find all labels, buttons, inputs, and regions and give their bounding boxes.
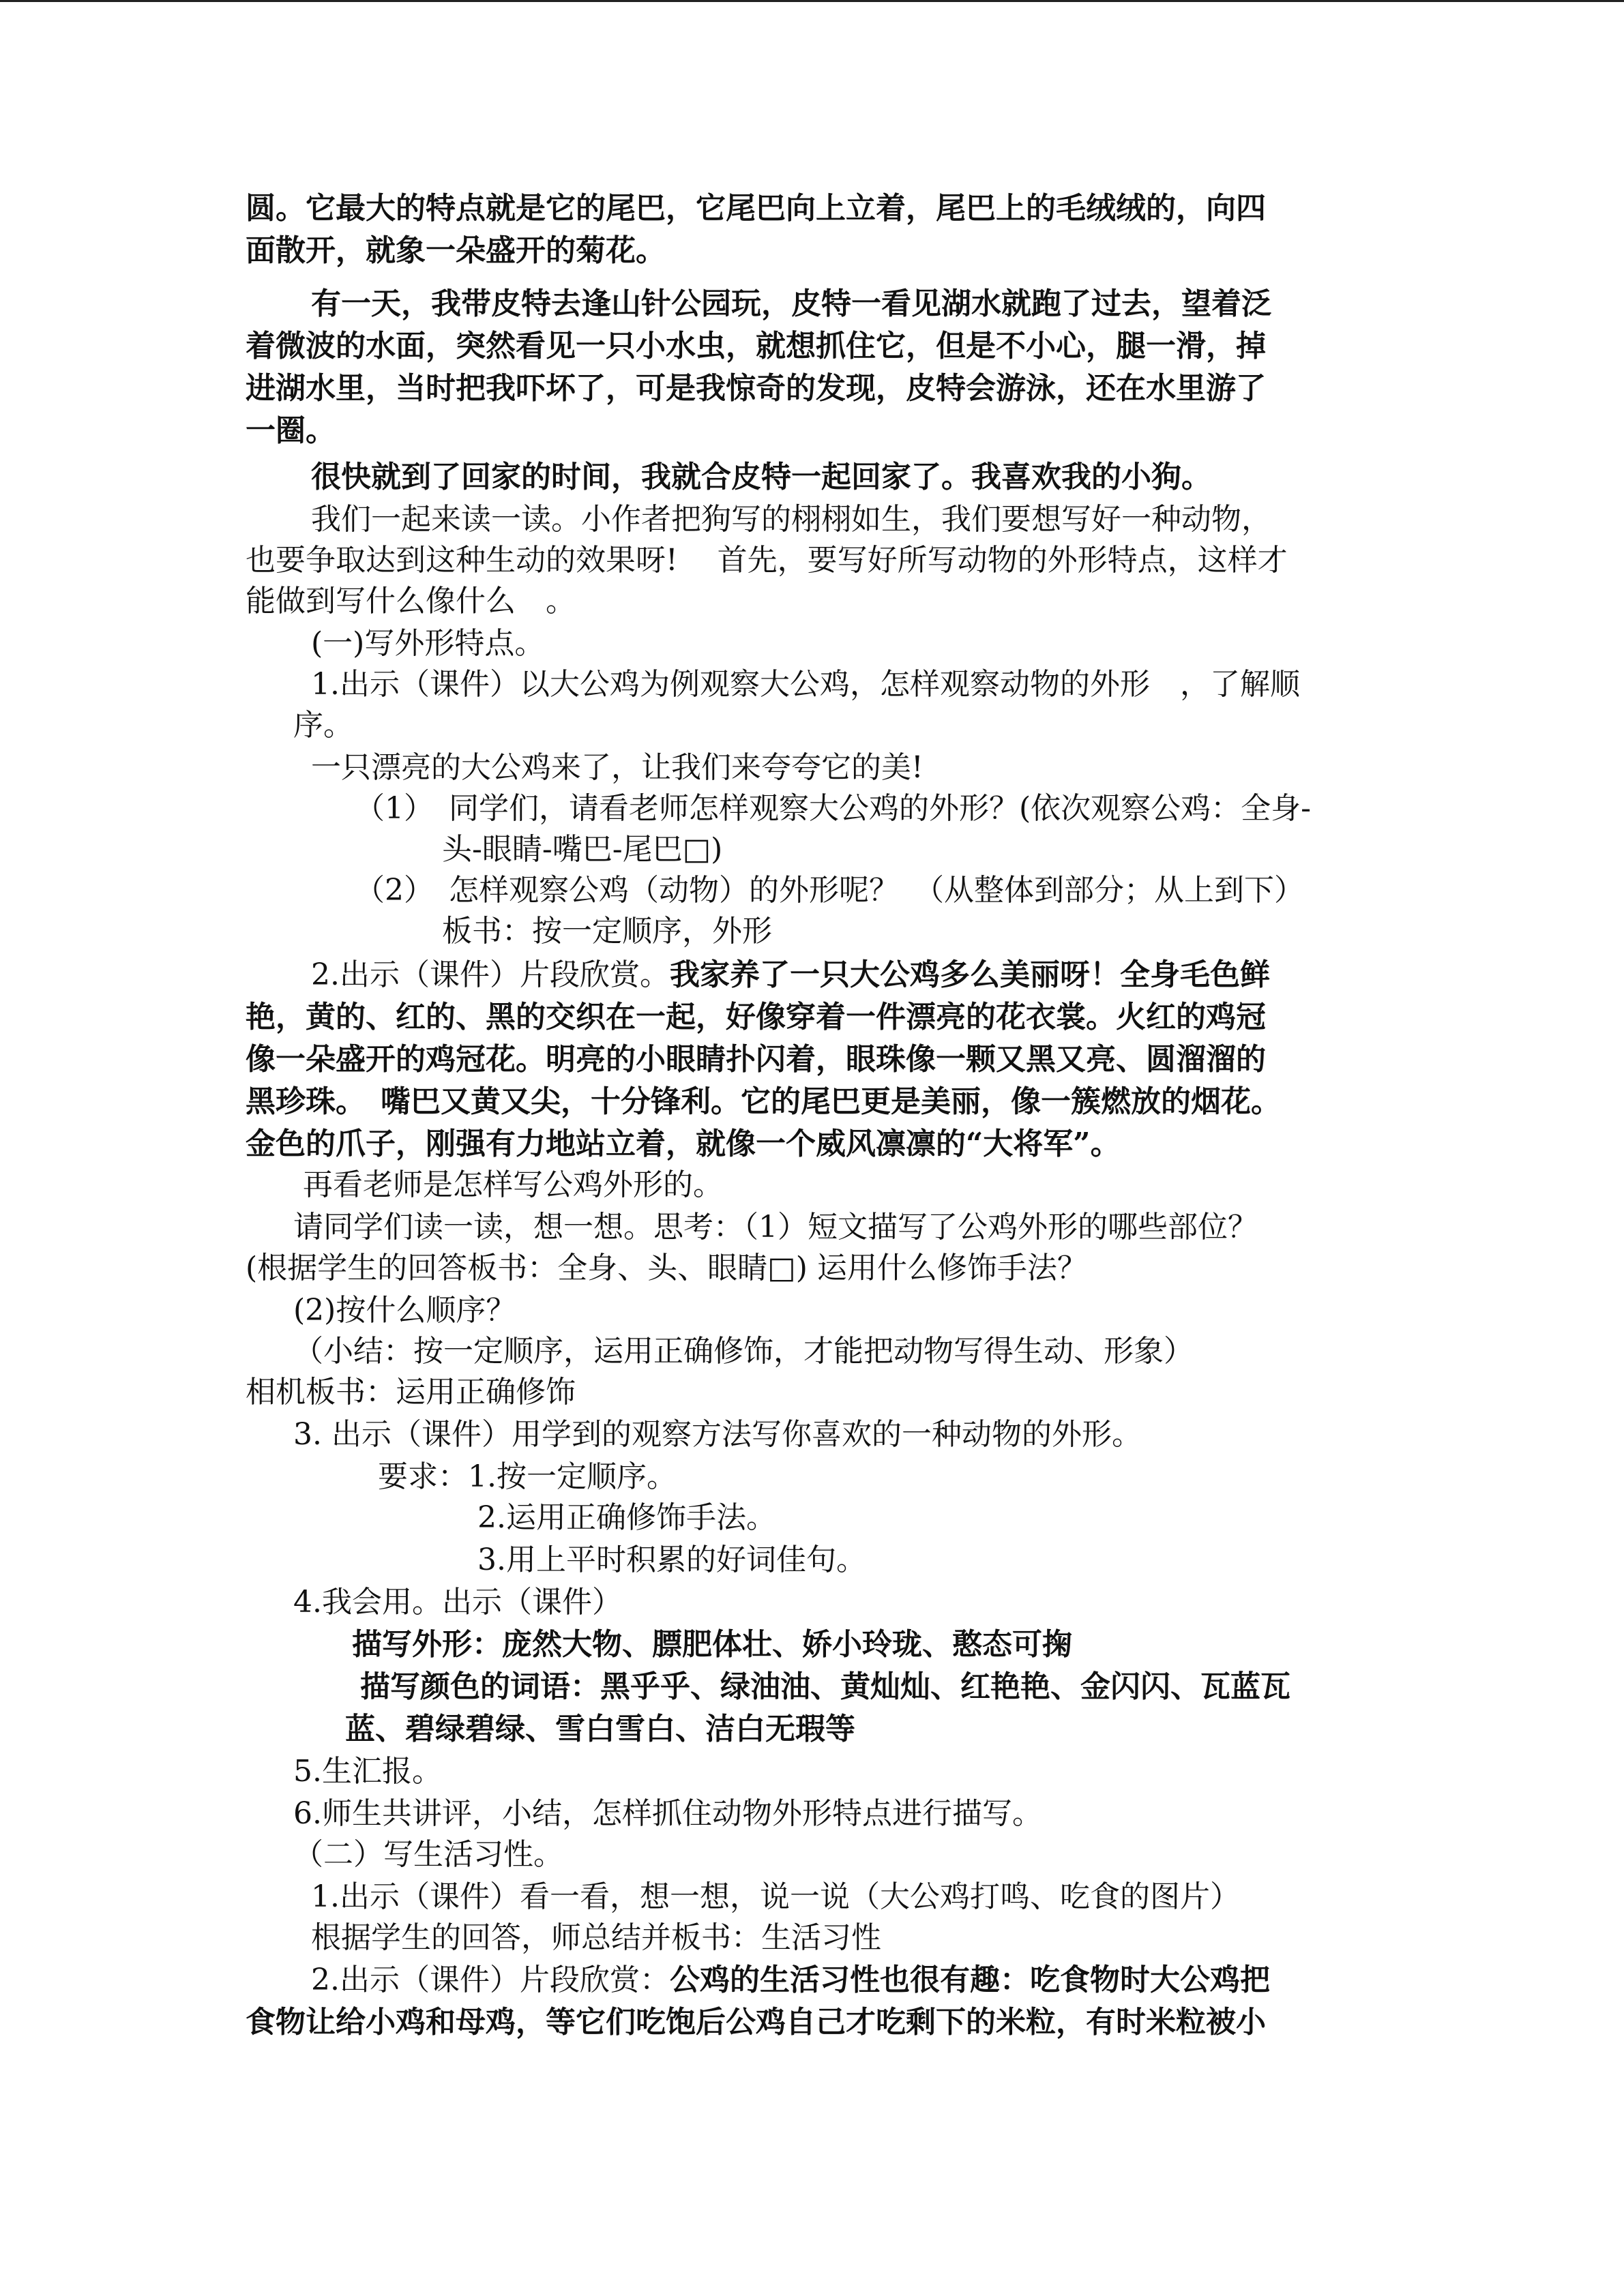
text-span-bold: 我家养了一只大公鸡多么美丽呀！全身毛色鲜 [669,957,1270,992]
text-line: 再看老师是怎样写公鸡外形的。 [303,1167,723,1202]
text-line: 序。 [293,708,353,743]
text-line: 请同学们读一读，想一想。思考：（1）短文描写了公鸡外形的哪些部位？ [293,1210,1258,1244]
text-line: 3. 出示（课件）用学到的观察方法写你喜欢的一种动物的外形。 [293,1417,1142,1452]
section-heading: （二）写生活习性。 [293,1837,563,1872]
text-line: 根据学生的回答，师总结并板书：生活习性 [311,1920,881,1955]
text-line: 艳，黄的、红的、黑的交织在一起，好像穿着一件漂亮的花衣裳。火红的鸡冠 [246,1000,1266,1034]
list-item: （2） 怎样观察公鸡（动物）的外形呢？ （从整体到部分；从上到下） [355,873,1304,908]
text-line: 5.生汇报。 [293,1754,442,1789]
text-line: 食物让给小鸡和母鸡，等它们吃饱后公鸡自己才吃剩下的米粒，有时米粒被小 [246,2005,1266,2040]
text-line: 黑珍珠。 嘴巴又黄又尖，十分锋利。它的尾巴更是美丽，像一簇燃放的烟花。 [246,1084,1281,1119]
text-line: 板书：按一定顺序，外形 [442,914,772,949]
text-line: (根据学生的回答板书：全身、头、眼睛□) 运用什么修饰手法？ [246,1251,1087,1285]
text-line: 也要争取达到这种生动的效果呀! 首先，要写好所写动物的外形特点，这样才 [246,543,1288,578]
text-line [311,1960,1270,2001]
text-line: 一圈。 [246,413,336,448]
text-line: 6.师生共讲评，小结，怎样抓住动物外形特点进行描写。 [293,1796,1042,1831]
text-line: 很快就到了回家的时间，我就合皮特一起回家了。我喜欢我的小狗。 [311,460,1211,494]
text-line: 相机板书：运用正确修饰 [246,1375,576,1410]
section-heading: (一)写外形特点。 [311,626,545,661]
text-line: 面散开，就象一朵盛开的菊花。 [246,233,666,268]
text-line: （小结：按一定顺序，运用正确修饰，才能把动物写得生动、形象） [293,1334,1194,1369]
text-line: 蓝、碧绿碧绿、雪白雪白、洁白无瑕等 [345,1712,855,1746]
text-line: 描写外形：庞然大物、膘肥体壮、娇小玲珑、憨态可掬 [352,1627,1072,1662]
text-line: 要求：1.按一定顺序。 [378,1459,677,1494]
text-line: 有一天，我带皮特去逢山针公园玩，皮特一看见湖水就跑了过去，望着泛 [311,286,1271,321]
text-line: 金色的爪子，刚强有力地站立着，就像一个威风凛凛的“大将军”。 [246,1127,1121,1161]
text-line: 头-眼睛-嘴巴-尾巴□) [442,832,723,867]
text-line: 2.运用正确修饰手法。 [477,1500,776,1535]
text-line: 能做到写什么像什么 。 [246,584,576,618]
text-line: 着微波的水面，突然看见一只小水虫，就想抓住它，但是不小心，腿一滑，掉 [246,329,1266,363]
text-line: 1.出示（课件）以大公鸡为例观察大公鸡，怎样观察动物的外形 ，了解顺 [311,667,1300,702]
text-line [311,955,1270,996]
text-line: (2)按什么顺序？ [293,1293,516,1328]
text-line: 一只漂亮的大公鸡来了，让我们来夸夸它的美! [311,750,924,785]
text-span: 2.出示（课件）片段欣赏： [311,1963,670,1997]
top-border-rule [0,0,1624,2]
list-item: （1） 同学们，请看老师怎样观察大公鸡的外形？(依次观察公鸡：全身- [355,791,1312,826]
text-line: 4.我会用。出示（课件） [293,1585,622,1620]
text-line: 圆。它最大的特点就是它的尾巴，它尾巴向上立着，尾巴上的毛绒绒的，向四 [246,191,1266,226]
text-line: 描写颜色的词语：黑乎乎、绿油油、黄灿灿、红艳艳、金闪闪、瓦蓝瓦 [360,1669,1290,1704]
text-span-bold: 公鸡的生活习性也很有趣：吃食物时大公鸡把 [669,1963,1270,1997]
text-span: 2.出示（课件）片段欣赏。 [311,957,670,992]
text-line: 1.出示（课件）看一看，想一想，说一说（大公鸡打鸣、吃食的图片） [311,1879,1240,1914]
text-line: 进湖水里，当时把我吓坏了，可是我惊奇的发现，皮特会游泳，还在水里游了 [246,371,1266,406]
text-line: 我们一起来读一读。小作者把狗写的栩栩如生，我们要想写好一种动物， [311,502,1271,537]
text-line: 3.用上平时积累的好词佳句。 [477,1542,866,1577]
text-line: 像一朵盛开的鸡冠花。明亮的小眼睛扑闪着，眼珠像一颗又黑又亮、圆溜溜的 [246,1042,1266,1077]
